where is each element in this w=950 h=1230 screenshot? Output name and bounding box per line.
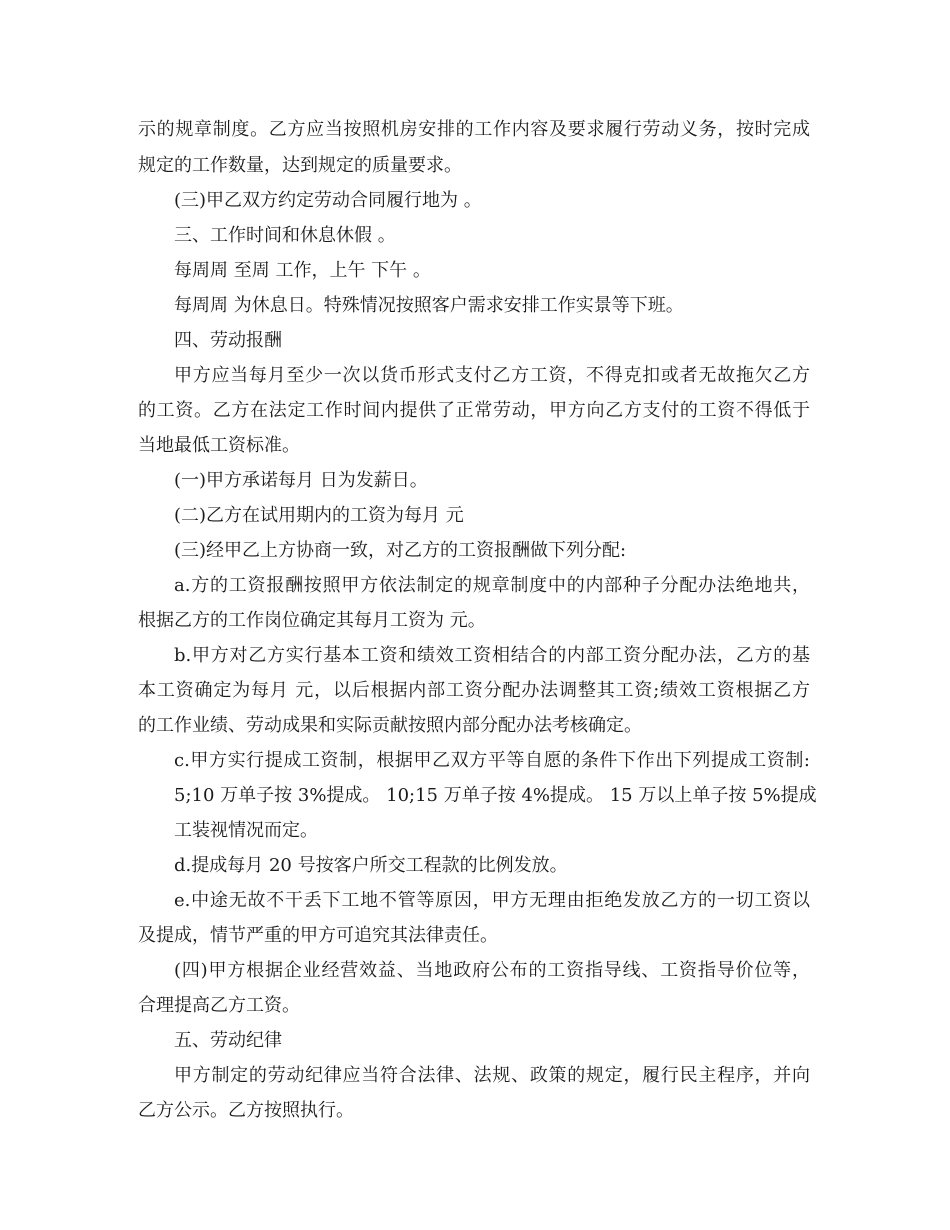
- doc-line-6: 每周周 为休息日。特殊情况按照客户需求安排工作实景等下班。: [174, 295, 684, 316]
- doc-line-4: 三、工作时间和休息休假 。: [174, 225, 396, 246]
- doc-line-1: 示的规章制度。乙方应当按照机房安排的工作内容及要求履行劳动义务，按时完成: [138, 119, 810, 140]
- doc-line-28: 甲方制定的劳动纪律应当符合法律、法规、政策的规定，履行民主程序，并向: [174, 1065, 810, 1086]
- doc-line-7: 四、劳动报酬: [174, 330, 282, 351]
- doc-line-12: (二)乙方在试用期内的工资为每月 元: [174, 505, 464, 526]
- doc-line-24: 及提成，情节严重的甲方可追究其法律责任。: [138, 925, 498, 946]
- doc-line-10: 当地最低工资标准。: [138, 435, 300, 456]
- doc-line-16: b.甲方对乙方实行基本工资和绩效工资相结合的内部工资分配办法，乙方的基: [174, 645, 810, 666]
- doc-line-18: 的工作业绩、劳动成果和实际贡献按照内部分配办法考核确定。: [138, 715, 642, 736]
- doc-line-14: a.方的工资报酬按照甲方依法制定的规章制度中的内部种子分配办法绝地共，: [174, 575, 810, 596]
- doc-line-5: 每周周 至周 工作，上午 下午 。: [174, 260, 431, 281]
- doc-line-25: (四)甲方根据企业经营效益、当地政府公布的工资指导线、工资指导价位等，: [174, 960, 810, 981]
- doc-line-22: d.提成每月 20 号按客户所交工程款的比例发放。: [174, 855, 568, 876]
- doc-line-29: 乙方公示。乙方按照执行。: [138, 1100, 354, 1121]
- doc-line-3: (三)甲乙双方约定劳动合同履行地为 。: [174, 190, 482, 211]
- doc-line-2: 规定的工作数量，达到规定的质量要求。: [138, 155, 462, 176]
- doc-line-17: 本工资确定为每月 元，以后根据内部工资分配办法调整其工资;绩效工资根据乙方: [138, 680, 810, 701]
- doc-line-11: (一)甲方承诺每月 日为发薪日。: [174, 470, 428, 491]
- doc-line-21: 工装视情况而定。: [174, 820, 318, 841]
- doc-line-15: 根据乙方的工作岗位确定其每月工资为 元。: [138, 610, 486, 631]
- doc-line-19: c.甲方实行提成工资制，根据甲乙双方平等自愿的条件下作出下列提成工资制:: [174, 750, 810, 771]
- doc-line-26: 合理提高乙方工资。: [138, 995, 300, 1016]
- doc-line-20: 5;10 万单子按 3%提成。 10;15 万单子按 4%提成。 15 万以上单子按 5%提成: [174, 785, 817, 806]
- doc-line-8: 甲方应当每月至少一次以货币形式支付乙方工资，不得克扣或者无故拖欠乙方: [174, 365, 810, 386]
- doc-line-23: e.中途无故不干丢下工地不管等原因，甲方无理由拒绝发放乙方的一切工资以: [174, 890, 810, 911]
- doc-line-27: 五、劳动纪律: [174, 1030, 282, 1051]
- doc-line-9: 的工资。乙方在法定工作时间内提供了正常劳动，甲方向乙方支付的工资不得低于: [138, 400, 810, 421]
- doc-line-13: (三)经甲乙上方协商一致，对乙方的工资报酬做下列分配:: [174, 540, 627, 561]
